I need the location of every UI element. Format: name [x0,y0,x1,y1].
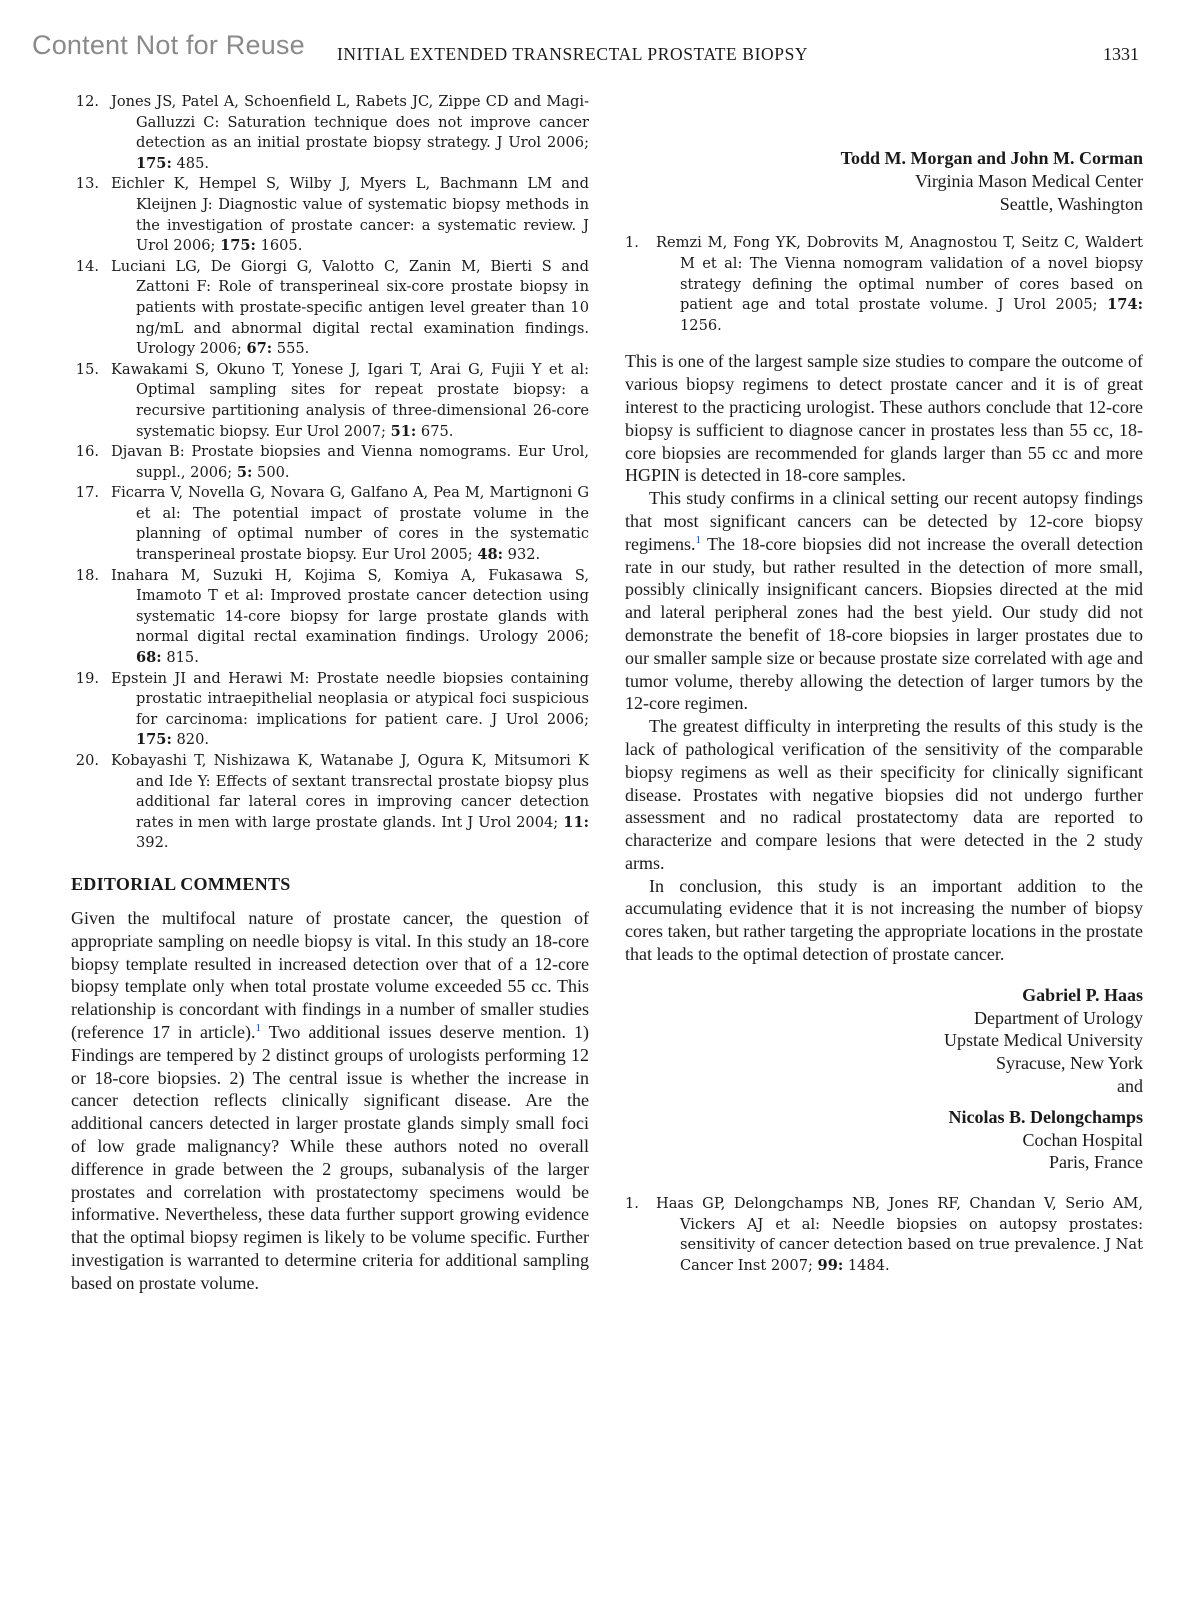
editorial-1-reference [625,233,1143,336]
reference-item: 12. Jones JS, Patel A, Schoenfield L, Rabets JC, Zippe CD and Magi-Galluzzi C: Saturation technique does not improve cancer detection as an initial prostate biopsy strategy. J Urol 2006; 175: 485. [75,93,589,172]
conjunction: and [1117,1076,1143,1097]
affiliation: Cochan Hospital [1022,1129,1143,1150]
editorial-1-paragraph: Given the multifocal nature of prostate cancer, the question of appropriate sampling on needle biopsy is vital. In this study an 18-core biopsy template resulted in increased detection over that of a 12-core biopsy template only when total prostate volume exceeded 55 cc. This relationship is concordant with findings in a number of smaller studies (reference 17 in article).$^1$ Two additional issues deserve mention. 1) Findings are tempered by 2 distinct groups of urologists performing 12 or 18-core biopsies. 2) The central issue is whether the increase in cancer detection reflects clinically significant disease. Are the additional cancers detected in larger prostate glands simply small foci of low grade malignancy? While these authors noted no overall difference in grade between the 2 groups, subanalysis of the larger prostates and correlation with prostatectomy specimens would be informative. Nevertheless, these data further support growing evidence that the optimal biopsy regimen is likely to be volume specific. Further investigation is warranted to determine criteria for additional sampling based on prostate volume. [71,907,589,1293]
author-name: Gabriel P. Haas [1022,984,1143,1005]
location: Paris, France [1049,1152,1143,1173]
reference-item: 19. Epstein JI and Herawi M: Prostate needle biopsies containing prostatic intraepithelial neoplasia or atypical foci suspicious for carcinoma: implications for patient care. J Urol 2006; 175: 820. [75,669,589,749]
editorial-2-reference [625,1194,1143,1276]
editorial-2-paragraph-2: This study confirms in a clinical setting our recent autopsy findings that most significant cancers can be detected by 12-core biopsy regimens.$^1$ The 18-core biopsies did not increase the overall detection rate in our study, but rather resulted in the detection of more small, possibly clinically insignificant cancers. Biopsies directed at the mid and lateral peripheral zones had the best yield. Our study did not demonstrate the benefit of 18-core biopsies in larger prostates due to our smaller sample size or because prostate size correlated with age and tumor volume, thereby allowing the detection of larger tumors by the 12-core regimen. [625,488,1143,714]
reference-list [71,92,589,854]
editorial-2-paragraph-1: This is one of the largest sample size studies to compare the outcome of various biopsy regimens to detect prostate cancer and it is of great interest to the practicing urologist. These authors conclude that 12-core biopsy is sufficient to diagnose cancer in prostates less than 55 cc, 18-core biopsies are recommended for glands larger than 55 cc and more HGPIN is detected in 18-core samples. [625,351,1143,486]
reference-item: 13. Eichler K, Hempel S, Wilby J, Myers L, Bachmann LM and Kleijnen J: Diagnostic value of systematic biopsy methods in the investigation of prostate cancer: a systematic review. J Urol 2006; 175: 1605. [75,175,589,255]
editorial-2-paragraph-4: In conclusion, this study is an important addition to the accumulating evidence that it is not increasing the number of biopsy cores taken, but rather targeting the appropriate locations in the prostate that leads to the optimal detection of prostate cancer. [625,875,1143,965]
citation-link[interactable]: 1 [255,1021,261,1034]
affiliation: Upstate Medical University [944,1030,1143,1051]
affiliation: Virginia Mason Medical Center [914,170,1143,191]
watermark: Content Not for Reuse [32,30,305,60]
editorial-2-signature-1 [625,984,1143,1098]
reference-item: 17. Ficarra V, Novella G, Novara G, Galfano A, Pea M, Martignoni G et al: The potential impact of prostate volume in the planning of optimal number of cores in the systematic transperineal prostate biopsy. Eur Urol 2005; 48: 932. [75,484,589,564]
author-name: Nicolas B. Delongchamps [948,1106,1143,1127]
reference-item: 1. Remzi M, Fong YK, Dobrovits M, Anagnostou T, Seitz C, Waldert M et al: The Vienna nomogram validation of a novel biopsy strategy defining the optimal number of cores based on patient age and total prostate volume. J Urol 2005; 174: 1256. [625,234,1143,334]
right-column [625,93,1143,1277]
reference-item: 18. Inahara M, Suzuki H, Kojima S, Komiya A, Fukasawa S, Imamoto T et al: Improved prostate cancer detection using systematic 14-core biopsy for large prostate glands with normal digital rectal examination findings. Urology 2006; 68: 815. [75,566,589,667]
author-name: Todd M. Morgan and John M. Corman [840,148,1143,168]
reference-item: 14. Luciani LG, De Giorgi G, Valotto C, Zanin M, Bierti S and Zattoni F: Role of transperineal six-core prostate biopsy in patients with prostate-specific antigen level greater than 10 ng/mL and abnormal digital rectal examination findings. Urology 2006; 67: 555. [75,257,589,358]
location: Syracuse, New York [996,1053,1143,1074]
affiliation: Department of Urology [974,1007,1143,1028]
editorial-2-signature-2 [625,1106,1143,1174]
editorial-2-paragraph-3: The greatest difficulty in interpreting the results of this study is the lack of pathological verification of the sensitivity of the comparable biopsy regimens as well as their specificity for clinically significant disease. Prostates with negative biopsies did not undergo further assessment and no radical prostatectomy data are reported to characterize and compare lesions that were detected in the 2 study arms. [625,716,1143,873]
reference-item: 15. Kawakami S, Okuno T, Yonese J, Igari T, Arai G, Fujii Y et al: Optimal sampling sites for repeat prostate biopsy: a recursive partitioning analysis of three-dimensional 26-core systematic biopsy. Eur Urol 2007; 51: 675. [75,360,589,440]
reference-item: 1. Haas GP, Delongchamps NB, Jones RF, Chandan V, Serio AM, Vickers AJ et al: Needle biopsies on autopsy prostates: sensitivity of cancer detection based on true prevalence. J Nat Cancer Inst 2007; 99: 1484. [625,1195,1143,1275]
reference-item: 16. Djavan B: Prostate biopsies and Vienna nomograms. Eur Urol, suppl., 2006; 5: 500. [75,443,589,481]
reference-item: 20. Kobayashi T, Nishizawa K, Watanabe J, Ogura K, Mitsumori K and Ide Y: Effects of sextant transrectal prostate biopsy plus additional far lateral cores in improving cancer detection rates in men with large prostate glands. Int J Urol 2004; 11: 392. [75,752,589,852]
running-title: INITIAL EXTENDED TRANSRECTAL PROSTATE BIOPSY [337,44,809,64]
citation-link[interactable]: 1 [695,533,701,546]
left-column [71,92,589,1295]
page-number: 1331 [1103,44,1139,64]
editorial-heading: EDITORIAL COMMENTS [71,873,291,894]
editorial-1-signature [625,147,1143,215]
location: Seattle, Washington [999,193,1143,214]
